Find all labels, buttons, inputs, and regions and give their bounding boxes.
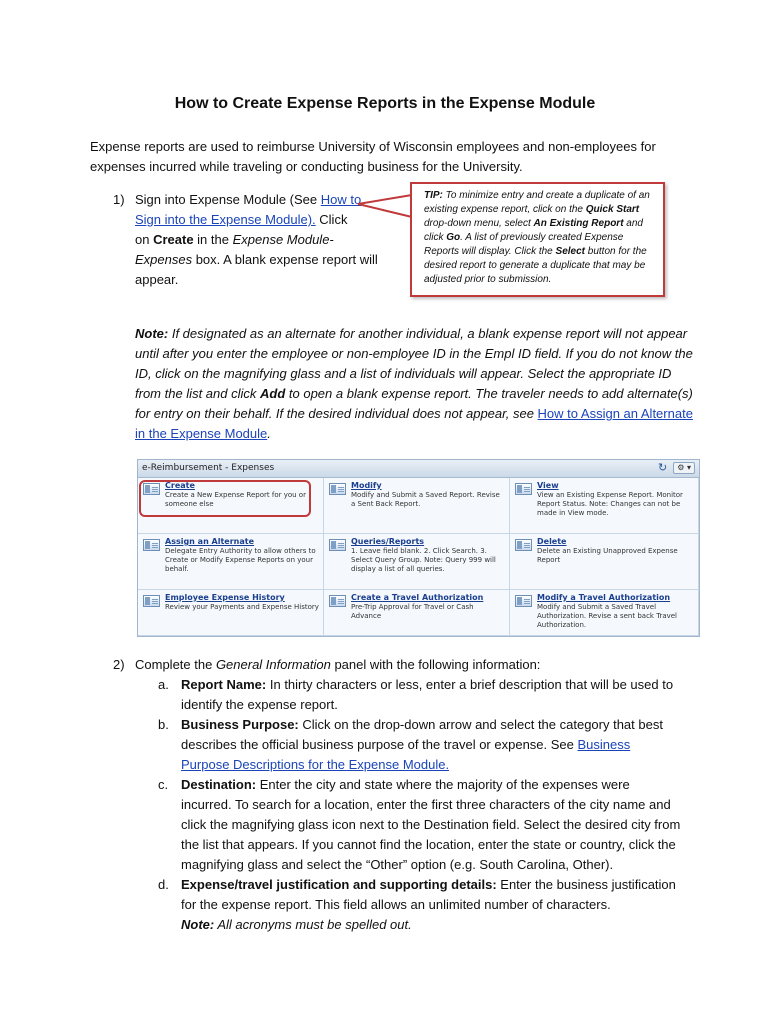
report-icon [515,539,532,551]
gear-icon[interactable]: ⚙ ▾ [673,462,695,474]
step1-line4-italic: Expenses [135,252,193,267]
item-a [181,675,681,715]
tip-select: Select [555,246,585,257]
tile-title[interactable]: Queries/Reports [351,537,425,546]
item-d-note-text: All acronyms must be spelled out. [214,917,412,932]
note-label: Note: [135,326,169,341]
step1-line1: Sign into Expense Module (See [135,192,321,207]
step2-suffix: panel with the following information: [330,657,541,672]
tile-modify-travel-authorization[interactable] [510,590,699,636]
tile-title[interactable]: Delete [537,537,567,546]
tip-existing-report: An Existing Report [533,218,624,229]
step1-line2: Click [315,212,348,227]
report-icon [515,483,532,495]
step2-italic: General Information [215,657,331,672]
tip-label: TIP: [424,190,443,201]
tip-text-2: drop-down menu, select [424,218,534,229]
tile-desc: Create a New Expense Report for you or someone else [165,491,306,508]
item-c-label: c. [158,777,169,792]
item-a-text: In thirty characters or less, enter a brief description that will be used to identify the expense report. [181,677,674,712]
step1-line3-prefix: on [135,232,154,247]
item-b-bold: Business Purpose: [181,717,299,732]
item-d [181,875,686,935]
intro-paragraph: Expense reports are used to reimburse University of Wisconsin employees and non-employees for expenses incurred while traveling or conducting business for the University. [90,139,656,174]
note-text-3: . [267,426,271,441]
tip-callout-box [410,182,665,297]
tile-title[interactable]: Assign an Alternate [165,537,255,546]
tile-title[interactable]: Create [165,481,195,490]
tile-desc: Pre-Trip Approval for Travel or Cash Advance [351,603,474,620]
item-b [181,715,681,775]
link-sign-into-expense-module[interactable]: Sign into the Expense Module). [135,212,316,227]
item-d-text: Enter the business justification for the expense report. This field allows an unlimited number of characters. [181,877,676,912]
tile-view[interactable] [510,478,699,534]
item-d-bold: Expense/travel justification and supporting details: [181,877,497,892]
step2-prefix: Complete the [135,657,216,672]
item-c-bold: Destination: [181,777,257,792]
tip-text-4: . A list of previously created Expense Reports will display. Click the [424,232,624,257]
report-icon [143,595,160,607]
step1-create-bold: Create [153,232,194,247]
tile-delete[interactable] [510,534,699,590]
ereimbursement-panel [137,459,700,637]
item-d-note-label: Note: [181,917,215,932]
note-add-bold: Add [260,386,286,401]
tile-assign-alternate[interactable] [138,534,324,590]
step1-line5: appear. [135,272,179,287]
tile-desc: View an Existing Expense Report. Monitor Report Status. Note: Changes can not be made in View mode. [537,491,683,517]
item-a-label: a. [158,677,169,692]
item-b-label: b. [158,717,169,732]
link-assign-alternate[interactable]: How to Assign an Alternate in the Expense Module [135,406,693,441]
callout-pointer [355,190,415,230]
tip-text-5: button for the desired report to generate a duplicate that may be adjusted prior to submission. [424,246,647,285]
page-title: How to Create Expense Reports in the Expense Module [174,95,596,112]
tile-queries-reports[interactable] [324,534,510,590]
tile-title[interactable]: Create a Travel Authorization [351,593,484,602]
item-c-text: Enter the city and state where the majority of the expenses were incurred. To search for a location, enter the first three characters of the city name and click the magnifying glass icon next to the Destination field. Select the desired city from the list that appears. If you cannot find the location, enter the state or country, click the magnifying glass and select the “Other” option (e.g. South Carolina, Other). [181,777,681,872]
panel-header [138,460,699,478]
step2-number: 2) [113,657,125,672]
report-icon [329,539,346,551]
refresh-icon[interactable]: ↻ [658,461,668,474]
note-text-1: If designated as an alternate for another individual, a blank expense report will not appear until after you enter the employee or non-employee ID in the Empl ID field. If you do not know the ID, click on the magnifying glass and a list of individuals will appear. Select the appropriate ID from the list and click [135,326,693,401]
tile-create-travel-authorization[interactable] [324,590,510,636]
step1-line3-mid: in the [193,232,233,247]
step1-line3-italic: Expense Module- [232,232,334,247]
item-c [181,775,681,875]
tile-title[interactable]: Employee Expense History [165,593,285,602]
create-highlight-outline [139,480,311,517]
link-business-purpose[interactable]: Business Purpose Descriptions for the Expense Module. [181,737,631,772]
tile-title[interactable]: View [537,481,559,490]
tile-expense-history[interactable] [138,590,324,636]
link-how-to-sign-into[interactable]: How to [320,192,362,207]
tile-title[interactable]: Modify a Travel Authorization [537,593,671,602]
report-icon [329,483,346,495]
report-icon [143,539,160,551]
tile-desc: 1. Leave field blank. 2. Click Search. 3. Select Query Group. Note: Query 999 will display a list of all queries. [351,547,496,573]
note-paragraph [135,324,695,444]
tile-desc: Review your Payments and Expense History [165,603,319,611]
tip-go: Go [446,232,461,243]
step2-text [135,655,695,675]
item-d-label: d. [158,877,169,892]
step1-line4-rest: box. A blank expense report will [192,252,378,267]
note-text-2: to open a blank expense report. The traveler needs to add alternate(s) for entry on their behalf. If the desired individual does not appear, see [135,386,693,421]
tip-text-3: and click [424,218,643,243]
report-icon [329,595,346,607]
item-b-text: Click on the drop-down arrow and select the category that best describes the official business purpose of the travel or expense. See [181,717,663,752]
tip-text-1: To minimize entry and create a duplicate of an existing expense report, click on the [424,190,650,215]
tile-modify[interactable] [324,478,510,534]
tile-desc: Modify and Submit a Saved Report. Revise a Sent Back Report. [351,491,500,508]
item-a-bold: Report Name: [181,677,267,692]
report-icon [515,595,532,607]
tile-desc: Delete an Existing Unapproved Expense Report [537,547,678,564]
tip-quick-start: Quick Start [585,204,640,215]
step1-number: 1) [113,192,125,207]
panel-title: e-Reimbursement - Expenses [142,463,275,473]
tile-title[interactable]: Modify [351,481,382,490]
tile-desc: Modify and Submit a Saved Travel Authorization. Revise a sent back Travel Authorization. [537,603,677,629]
tile-desc: Delegate Entry Authority to allow others to Create or Modify Expense Reports on your behalf. [165,547,316,573]
